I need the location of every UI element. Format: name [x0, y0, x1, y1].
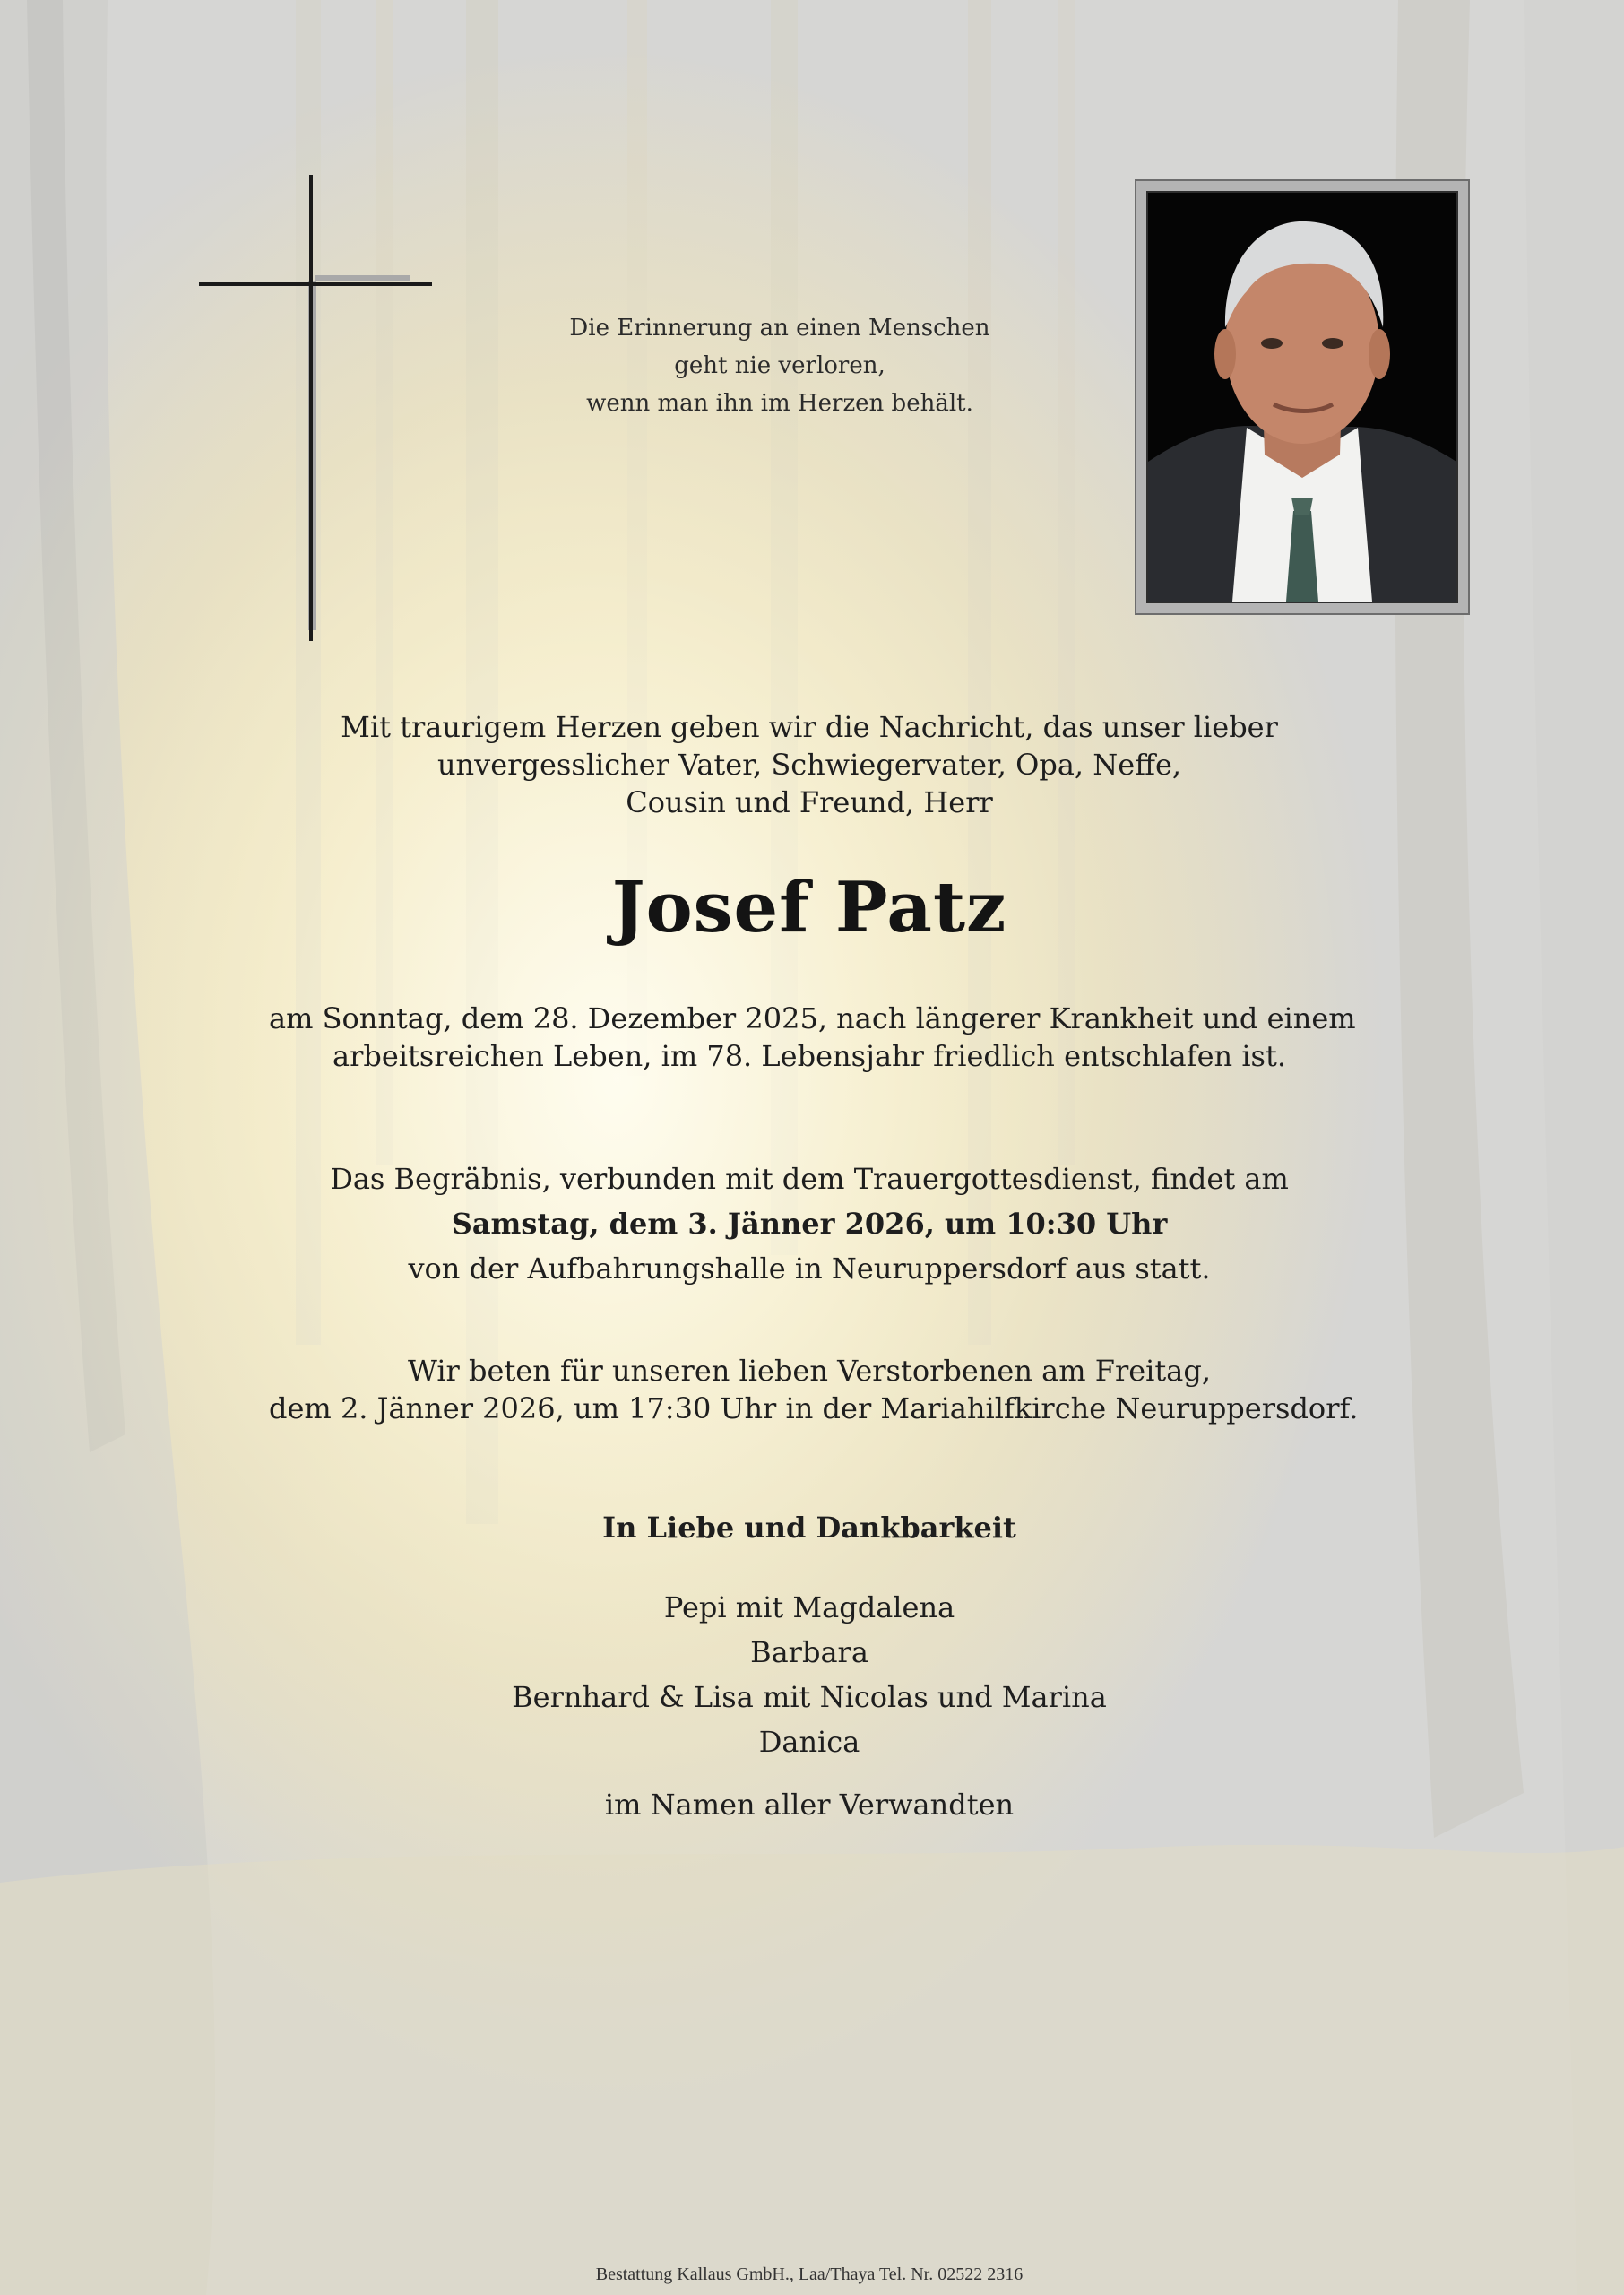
death-notice [269, 1000, 1356, 1075]
mourners-list [269, 1585, 1350, 1764]
funeral-location: von der Aufbahrungshalle in Neuruppersdorf aus statt. [408, 1251, 1211, 1286]
mourner-name: Barbara [750, 1635, 868, 1669]
intro-line: unvergesslicher Vater, Schwiegervater, Opa, Neffe, [436, 748, 1182, 782]
quote-line: wenn man ihn im Herzen behält. [586, 390, 973, 417]
prayer-line: dem 2. Jänner 2026, um 17:30 Uhr in der Mariahilfkirche Neuruppersdorf. [269, 1391, 1359, 1425]
mourner-name: Pepi mit Magdalena [663, 1590, 955, 1624]
portrait-photo-icon [1148, 193, 1456, 602]
intro-line: Cousin und Freund, Herr [626, 785, 993, 819]
prayer-line: Wir beten für unseren lieben Verstorbenen am Freitag, [407, 1354, 1211, 1388]
portrait-frame [1135, 179, 1470, 615]
memorial-quote [520, 309, 1040, 422]
prayer-details [269, 1352, 1359, 1427]
quote-line: Die Erinnerung an einen Menschen [569, 315, 990, 342]
relatives-note: im Namen aller Verwandten [604, 1788, 1015, 1822]
funeral-details [269, 1156, 1350, 1291]
quote-line: geht nie verloren, [674, 352, 885, 379]
funeral-line: Das Begräbnis, verbunden mit dem Trauergottesdienst, findet am [330, 1162, 1289, 1196]
announcement-intro [269, 708, 1350, 821]
cross-icon [199, 175, 441, 645]
deceased-name: Josef Patz [611, 867, 1007, 948]
intro-line: Mit traurigem Herzen geben wir die Nachricht, das unser lieber [341, 710, 1278, 744]
death-line: arbeitsreichen Leben, im 78. Lebensjahr friedlich entschlafen ist. [332, 1039, 1286, 1073]
portrait-photo [1146, 191, 1458, 603]
mourner-name: Danica [758, 1725, 860, 1759]
death-line: am Sonntag, dem 28. Dezember 2025, nach längerer Krankheit und einem [269, 1001, 1356, 1035]
closing-heading: In Liebe und Dankbarkeit [602, 1511, 1016, 1545]
mourner-name: Bernhard & Lisa mit Nicolas und Marina [512, 1680, 1107, 1714]
funeral-date: Samstag, dem 3. Jänner 2026, um 10:30 Uhr [451, 1207, 1168, 1241]
funeral-home-footer: Bestattung Kallaus GmbH., Laa/Thaya Tel. Nr. 02522 2316 [595, 2265, 1024, 2284]
